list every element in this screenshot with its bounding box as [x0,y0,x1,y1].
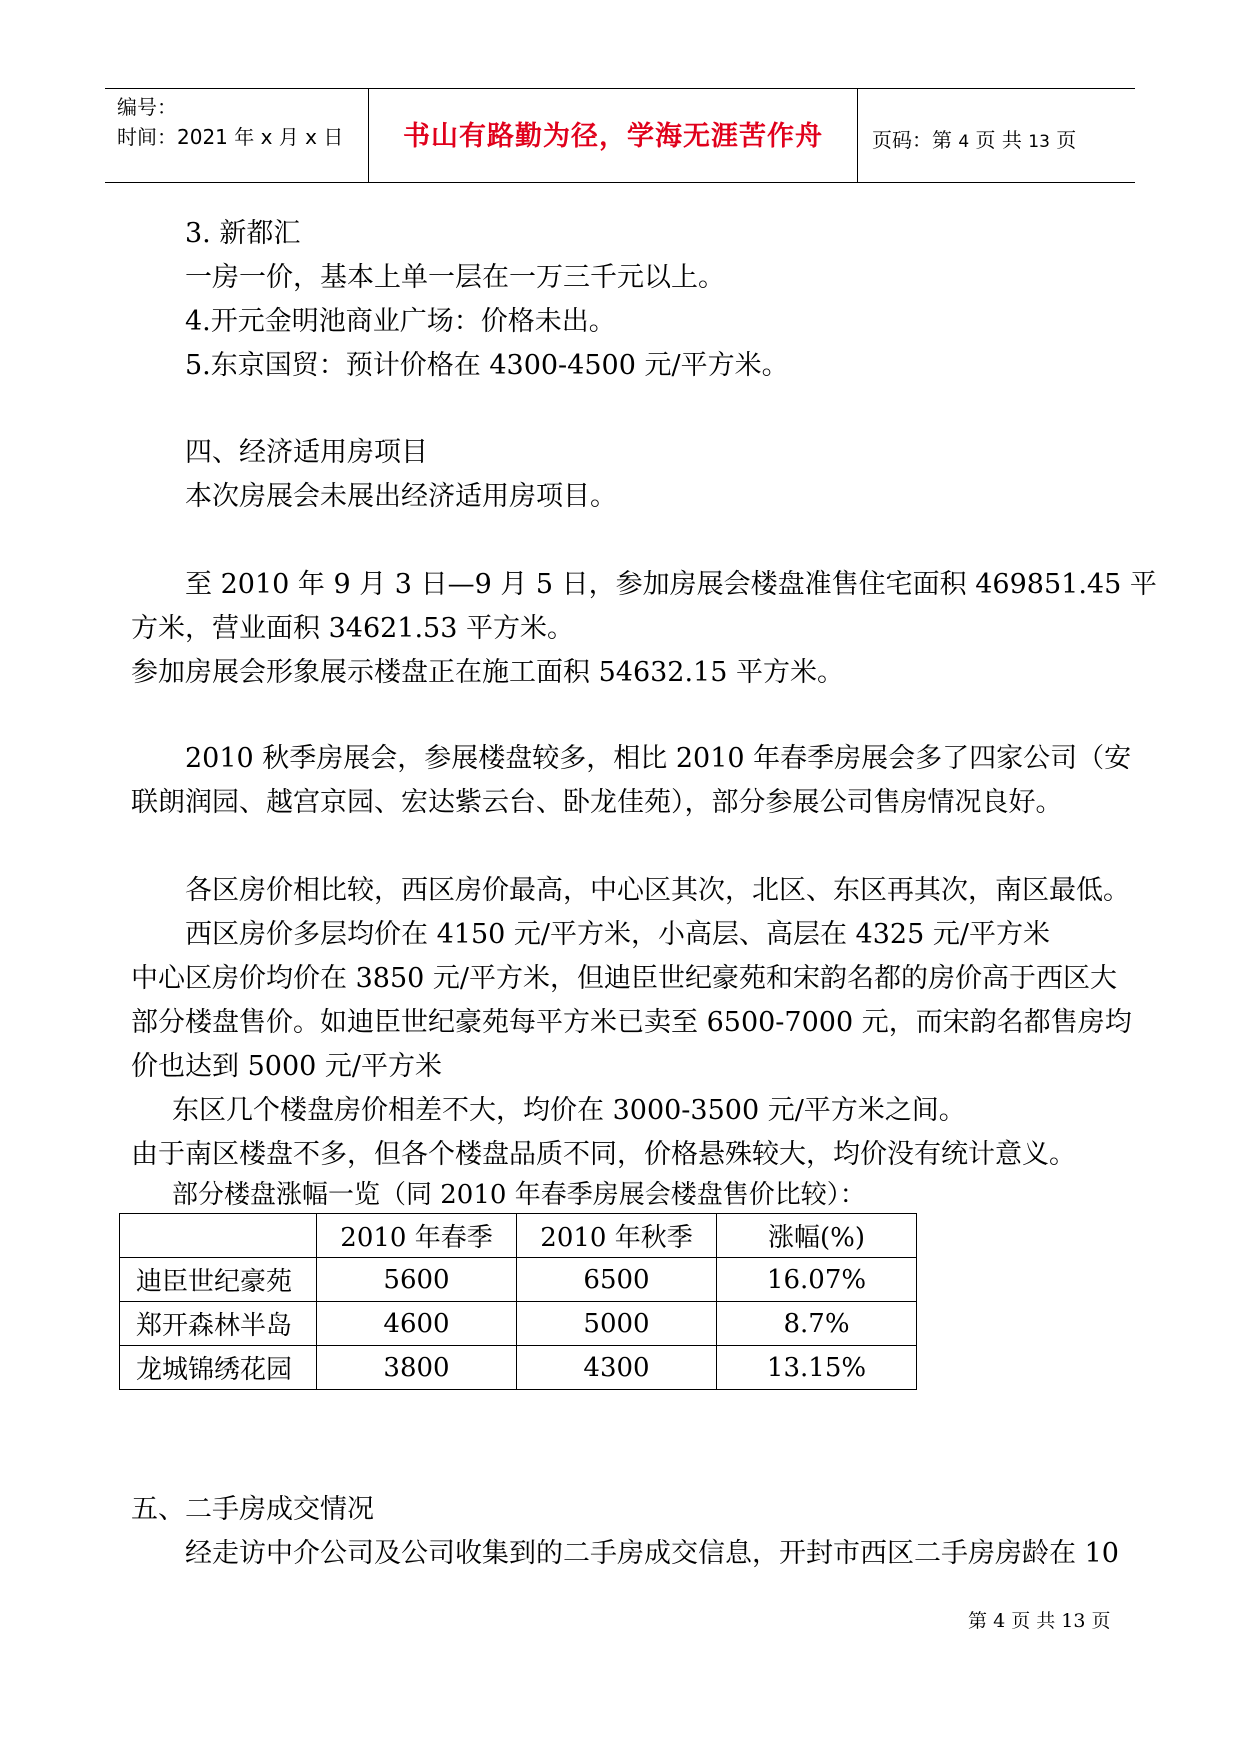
table-cell: 6500 [517,1258,717,1302]
table-cell: 郑开森林半岛 [120,1302,317,1346]
header-meta [117,92,343,152]
south-district-line: 由于南区楼盘不多，但各个楼盘品质不同，价格悬殊较大，均价没有统计意义。 [131,1139,1076,1170]
header-top-rule [105,88,1135,89]
area-paragraph-line3: 参加房展会形象展示楼盘正在施工面积 54632.15 平方米。 [131,657,844,688]
table-caption: 部分楼盘涨幅一览（同 2010 年春季房展会楼盘售价比较）： [172,1180,866,1210]
autumn-paragraph-line1: 2010 秋季房展会，参展楼盘较多，相比 2010 年春季房展会多了四家公司（安 [185,743,1132,774]
price-increase-table [119,1213,917,1390]
item-5: 5.东京国贸：预计价格在 4300-4500 元/平方米。 [185,350,789,381]
table-row [120,1258,917,1302]
table-header-cell: 涨幅(%) [717,1214,917,1258]
table-cell: 4300 [517,1346,717,1390]
area-paragraph-line1: 至 2010 年 9 月 3 日—9 月 5 日，参加房展会楼盘准售住宅面积 469851.45 平 [185,569,1157,600]
autumn-paragraph-line2: 联朗润园、越宫京园、宏达紫云台、卧龙佳苑），部分参展公司售房情况良好。 [131,787,1063,818]
time-label: 时间：2021 年 x 月 x 日 [117,125,344,149]
header-divider-left [368,88,369,182]
table-cell: 8.7% [717,1302,917,1346]
header-divider-right [857,88,858,182]
table-header-row [120,1214,917,1258]
price-paragraph-line2: 西区房价多层均价在 4150 元/平方米，小高层、高层在 4325 元/平方米 [185,919,1050,950]
table-cell: 4600 [317,1302,517,1346]
page-mid: 页 共 [975,128,1022,152]
table-cell: 16.07% [717,1258,917,1302]
item-3-desc: 一房一价，基本上单一层在一万三千元以上。 [185,262,725,293]
page-current: 4 [958,132,970,152]
page-total: 13 [1028,132,1050,152]
price-paragraph-line5: 价也达到 5000 元/平方米 [131,1051,442,1082]
serial-label: 编号： [117,95,177,119]
table-cell: 5600 [317,1258,517,1302]
section-5-text: 经走访中介公司及公司收集到的二手房成交信息，开封市西区二手房房龄在 10 [185,1538,1119,1569]
header-bottom-rule [105,182,1135,183]
footer-mid: 页 共 [1011,1610,1056,1632]
table-header-cell: 2010 年春季 [317,1214,517,1258]
footer-total: 13 [1061,1610,1086,1632]
east-district-line: 东区几个楼盘房价相差不大，均价在 3000-3500 元/平方米之间。 [172,1095,966,1126]
table-cell: 13.15% [717,1346,917,1390]
header-page-number [872,124,1076,153]
table-header-cell [120,1214,317,1258]
footer-page-number [968,1606,1111,1633]
table-header-cell: 2010 年秋季 [517,1214,717,1258]
price-paragraph-line1: 各区房价相比较，西区房价最高，中心区其次，北区、东区再其次，南区最低。 [185,875,1130,906]
footer-prefix: 第 [968,1610,988,1632]
section-4-heading: 四、经济适用房项目 [185,437,428,468]
section-5-heading: 五、二手房成交情况 [131,1494,374,1525]
footer-current: 4 [993,1610,1006,1632]
page-suffix: 页 [1056,128,1077,152]
area-paragraph-line2: 方米，营业面积 34621.53 平方米。 [131,613,574,644]
table-cell: 3800 [317,1346,517,1390]
item-3-title: 3. 新都汇 [185,218,301,249]
table-row [120,1302,917,1346]
item-4: 4.开元金明池商业广场：价格未出。 [185,306,616,337]
header-motto: 书山有路勤为径，学海无涯苦作舟 [403,121,823,152]
page-prefix: 页码：第 [872,128,952,152]
footer-suffix: 页 [1091,1610,1111,1632]
table-cell: 5000 [517,1302,717,1346]
price-paragraph-line3: 中心区房价均价在 3850 元/平方米，但迪臣世纪豪苑和宋韵名都的房价高于西区大 [131,963,1117,994]
section-4-text: 本次房展会未展出经济适用房项目。 [185,481,617,512]
table-cell: 龙城锦绣花园 [120,1346,317,1390]
price-paragraph-line4: 部分楼盘售价。如迪臣世纪豪苑每平方米已卖至 6500-7000 元，而宋韵名都售房均 [131,1007,1132,1038]
table-cell: 迪臣世纪豪苑 [120,1258,317,1302]
table-row [120,1346,917,1390]
